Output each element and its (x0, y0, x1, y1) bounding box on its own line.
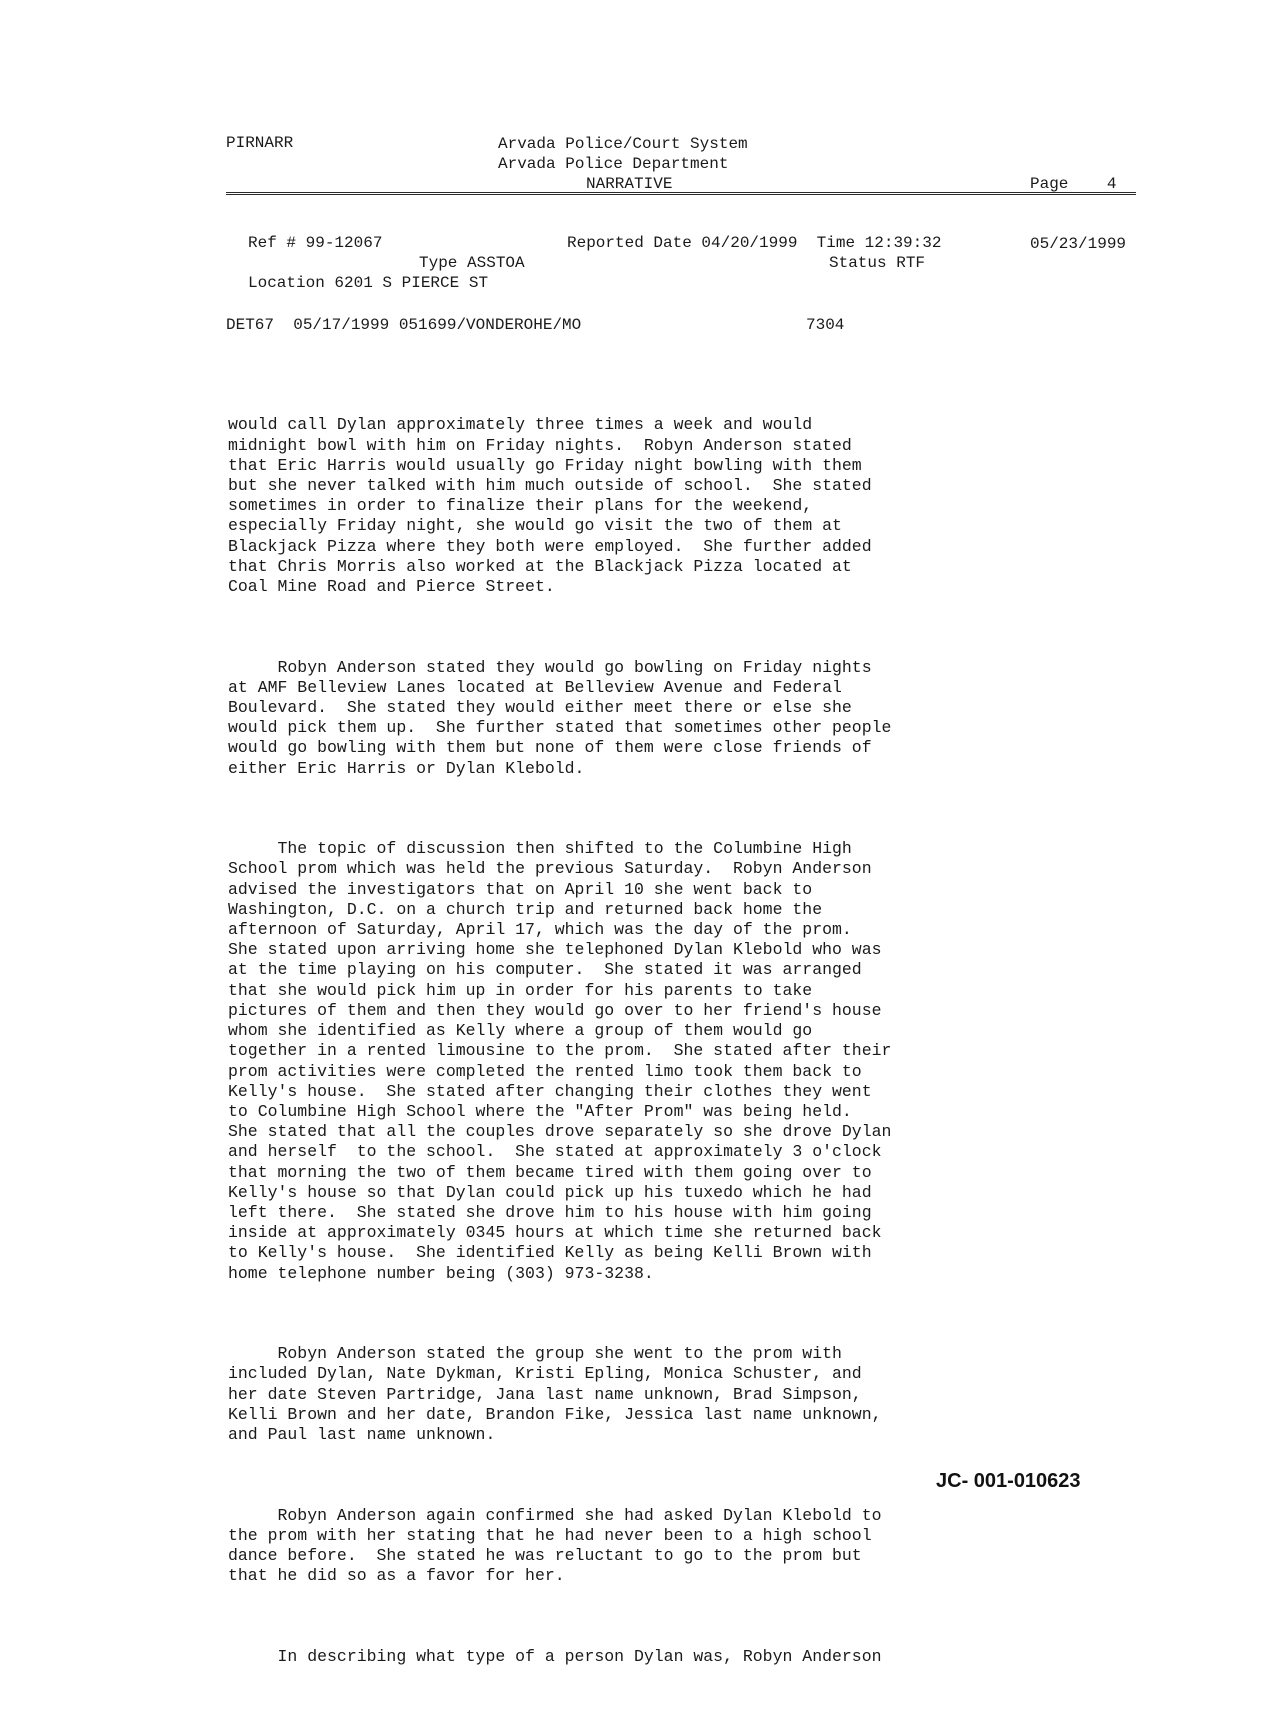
system-name: Arvada Police/Court System (498, 135, 748, 153)
department-name: Arvada Police Department (498, 155, 729, 173)
narrative-paragraph: In describing what type of a person Dylan was, Robyn Anderson (228, 1646, 882, 1666)
detail-code: 7304 (806, 316, 845, 334)
narrative-paragraph: Robyn Anderson again confirmed she had asked Dylan Klebold to the prom with her stating that he had never been to a high school dance before. She stated he was reluctant to go to the prom but that he did so as a favor for her. (228, 1505, 882, 1586)
reported-date-time: Reported Date 04/20/1999 Time 12:39:32 (567, 234, 942, 252)
narrative-paragraph: Robyn Anderson stated the group she went to the prom with included Dylan, Nate Dykman, Kristi Epling, Monica Schuster, and her date Steven Partridge, Jana last name unknown, Brad Simpson, Kelli Brown and her date, Brandon Fike, Jessica last name unknown, and Paul last name unknown. (228, 1344, 882, 1444)
detail-line: DET67 05/17/1999 051699/VONDEROHE/MO (226, 316, 582, 334)
report-location: Location 6201 S PIERCE ST (248, 274, 489, 292)
report-status: Status RTF (829, 254, 926, 272)
doc-type: NARRATIVE (586, 175, 673, 193)
header-center (498, 134, 818, 194)
form-id: PIRNARR (226, 134, 294, 152)
page-number: Page 4 (1030, 175, 1117, 193)
header-divider (226, 192, 1136, 195)
narrative-paragraph: The topic of discussion then shifted to the Columbine High School prom which was held the previous Saturday. Robyn Anderson advised the investigators that on April 10 she went back to Washington, D.C. on a church trip and returned back home the afternoon of Saturday, April 17, which was the day of the prom. She stated upon arriving home she telephoned Dylan Klebold who was at the time playing on his computer. She stated it was arranged that she would pick him up in order for his parents to take pictures of them and then they would go over to her friend's house whom she identified as Kelly where a group of them would go together in a rented limousine to the prom. She stated after their prom activities were completed the rented limo took them back to Kelly's house. She stated after changing their clothes they went to Columbine High School where the "After Prom" was being held. She stated that all the couples drove separately so she drove Dylan and herself to the school. She stated at approximately 3 o'clock that morning the two of them became tired with them going over to Kelly's house so that Dylan could pick up his tuxedo which he had left there. She stated she drove him to his house with him going inside at approximately 0345 hours at which time she returned back to Kelly's house. She identified Kelly as being Kelli Brown with home telephone number being (303) 973-3238. (228, 839, 892, 1283)
narrative-paragraph: Robyn Anderson stated they would go bowling on Friday nights at AMF Belleview Lanes located at Belleview Avenue and Federal Boulevard. She stated they would either meet there or else she would pick them up. She further stated that sometimes other people would go bowling with them but none of them were close friends of either Eric Harris or Dylan Klebold. (228, 657, 892, 778)
header-right (1030, 134, 1126, 294)
narrative-body (228, 375, 1008, 1727)
bates-stamp: JC- 001-010623 (936, 1470, 1081, 1492)
narrative-paragraph: would call Dylan approximately three times a week and would midnight bowl with him on Friday nights. Robyn Anderson stated that Eric Harris would usually go Friday night bowling with them but she never talked with him much outside of school. She stated sometimes in order to finalize their plans for the weekend, especially Friday night, she would go visit the two of them at Blackjack Pizza where they both were employed. She further added that Chris Morris also worked at the Blackjack Pizza located at Coal Mine Road and Pierce Street. (228, 415, 872, 597)
ref-number: Ref # 99-12067 (248, 234, 383, 252)
report-type: Type ASSTOA (419, 254, 525, 272)
print-date: 05/23/1999 (1030, 235, 1127, 253)
